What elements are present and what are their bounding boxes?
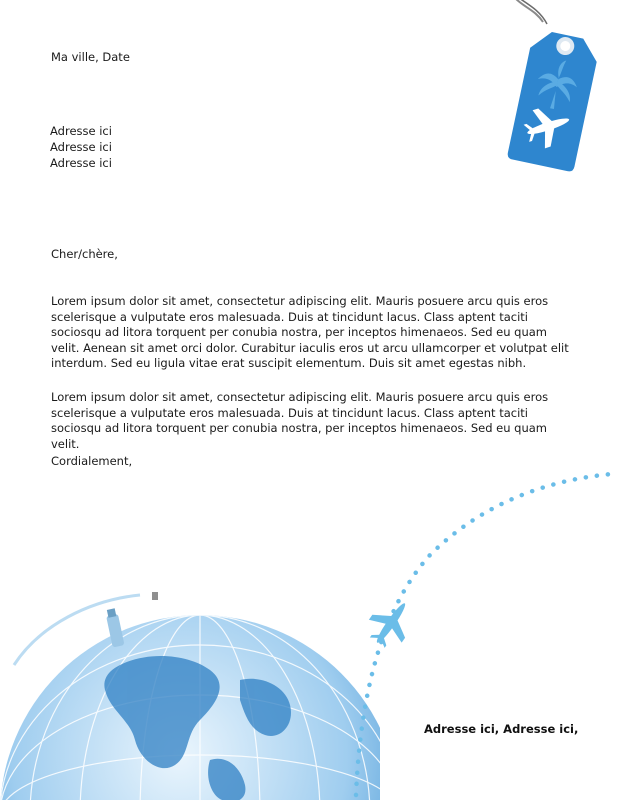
globe-icon <box>0 570 380 800</box>
closing: Cordialement, <box>51 454 133 468</box>
luggage-tag-icon <box>505 0 615 175</box>
body-paragraph: Lorem ipsum dolor sit amet, consectetur adipiscing elit. Mauris posuere arcu quis eros scelerisque a vulputate eros malesuada. Duis at tincidunt lacus. Class aptent taciti sociosqu ad litora torquent per conubia nostra, per inceptos himenaeos. Sed eu quam velit. <box>51 390 549 451</box>
address-line: Adresse ici <box>50 156 112 170</box>
airplane-icon <box>361 593 421 653</box>
place-date: Ma ville, Date <box>51 50 130 64</box>
salutation: Cher/chère, <box>51 247 118 261</box>
footer-address: Adresse ici, Adresse ici, <box>424 722 579 736</box>
address-line: Adresse ici <box>50 140 112 154</box>
body-paragraph: Lorem ipsum dolor sit amet, consectetur adipiscing elit. Mauris posuere arcu quis eros scelerisque a vulputate eros malesuada. Duis at tincidunt lacus. Class aptent taciti sociosqu ad litora torquent per conubia nostra, per inceptos himenaeos. Sed eu quam velit. Aenean sit amet orci dolor. Curabitur iaculis eros ut arcu ullamcorper et volutpat elit interdum. Sed eu ligula vitae erat suscipit elementum. Duis sit amet egestas nibh. <box>51 294 569 370</box>
address-line: Adresse ici <box>50 124 112 138</box>
